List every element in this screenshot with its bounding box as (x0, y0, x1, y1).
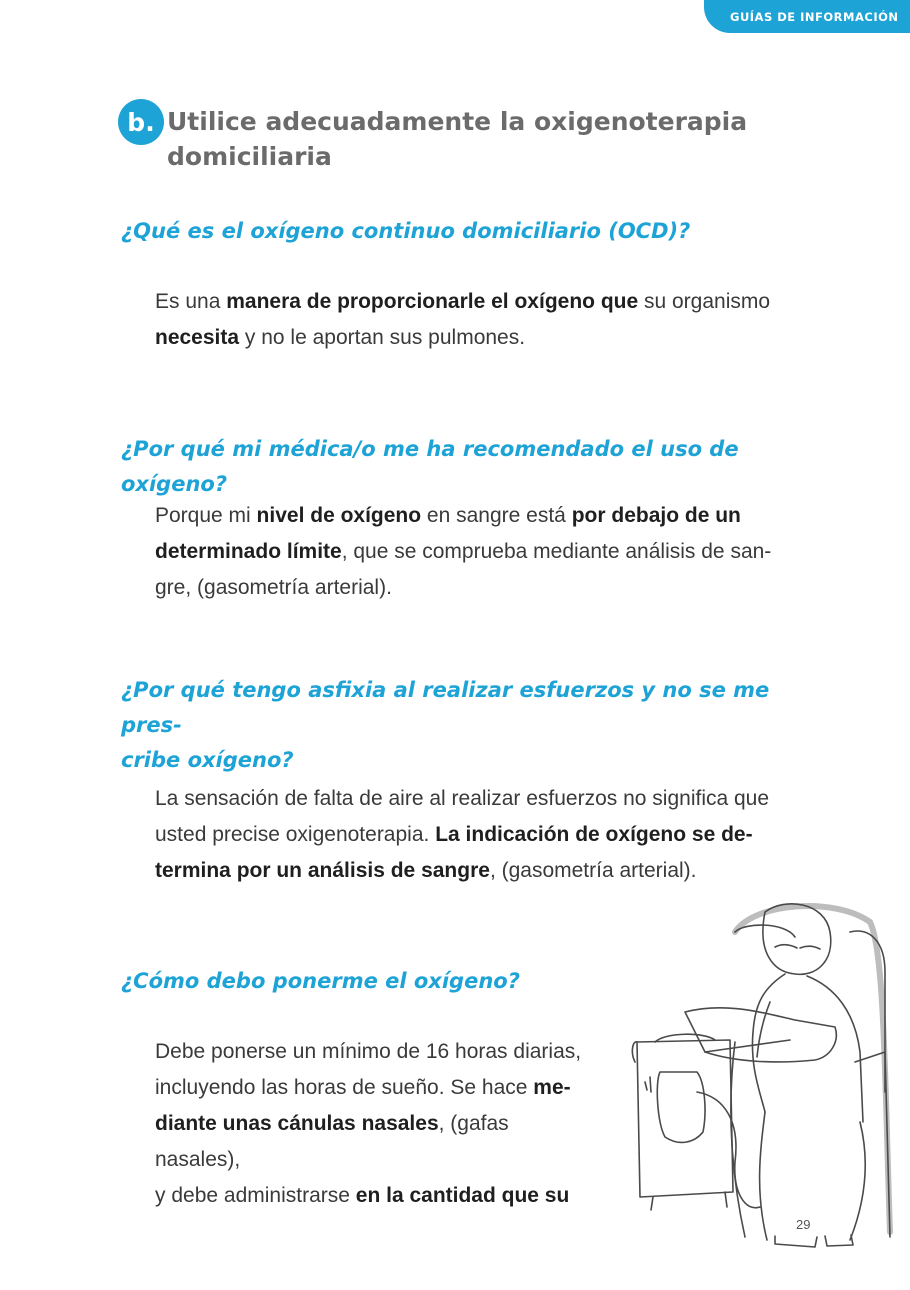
body-text: y debe administrarse (155, 1184, 356, 1207)
section-badge: b. (118, 99, 164, 145)
emphasis-text: en la cantidad que su (355, 1184, 570, 1207)
body-text: su organismo (638, 290, 771, 313)
question-3 (121, 673, 821, 778)
section-title: Utilice adecuadamente la oxigenoterapia domiciliaria (167, 107, 748, 171)
answer-2 (155, 498, 835, 606)
answer-1 (155, 284, 835, 356)
body-text: Porque mi (155, 504, 257, 527)
emphasis-text: me- (533, 1076, 571, 1099)
emphasis-text: por debajo de un (571, 504, 741, 527)
body-text: , (gafas nasales), (155, 1112, 509, 1171)
body-text: incluyendo las horas de sueño. Se hace (155, 1076, 534, 1099)
body-text: , (gasometría arterial). (489, 859, 697, 882)
section-tab (704, 0, 910, 33)
question-2: ¿Por qué mi médica/o me ha recomendado el uso de oxígeno? (121, 437, 739, 496)
body-text: usted precise oxigenoterapia. (155, 823, 436, 846)
body-text: y no le aportan sus pulmones. (239, 326, 526, 349)
elderly-woman-reading-with-oxygen-concentrator-illustration (585, 892, 910, 1254)
question-1: ¿Qué es el oxígeno continuo domiciliario (OCD)? (121, 219, 691, 243)
body-text: en sangre está (421, 504, 572, 527)
answer-4 (155, 1034, 595, 1214)
question-3-line-2: cribe oxígeno? (121, 748, 294, 772)
answer-3 (155, 781, 835, 889)
body-text: La sensación de falta de aire al realizar esfuerzos no significa que (155, 787, 770, 810)
body-text: Es una (155, 290, 227, 313)
body-text: , que se comprueba mediante análisis de san- (341, 540, 772, 563)
page-number: 29 (796, 1217, 811, 1232)
question-3-line-1: ¿Por qué tengo asfixia al realizar esfuerzos y no se me pres- (121, 678, 770, 737)
body-text: Debe ponerse un mínimo de 16 horas diarias, (155, 1040, 582, 1063)
emphasis-text: diante unas cánulas nasales (155, 1112, 439, 1135)
emphasis-text: La indicación de oxígeno se de- (435, 823, 753, 846)
emphasis-text: manera de proporcionarle el oxígeno que (226, 290, 639, 313)
section-tab-label: GUÍAS DE INFORMACIÓN (730, 9, 899, 24)
emphasis-text: nivel de oxígeno (256, 504, 422, 527)
body-text: gre, (gasometría arterial). (155, 576, 392, 599)
question-4: ¿Cómo debo ponerme el oxígeno? (121, 969, 520, 993)
emphasis-text: termina por un análisis de sangre (155, 859, 490, 882)
emphasis-text: necesita (155, 326, 240, 349)
emphasis-text: determinado límite (155, 540, 342, 563)
